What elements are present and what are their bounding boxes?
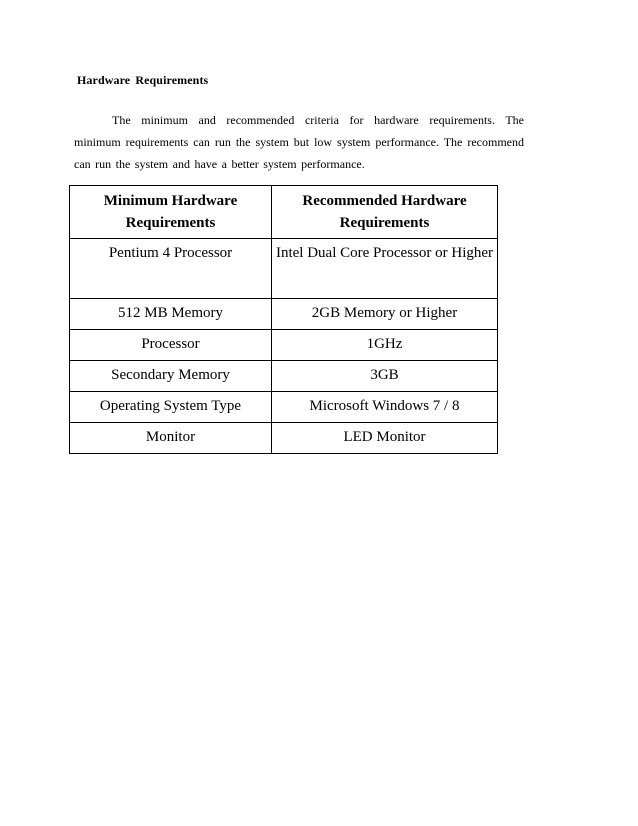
cell-recommended: Intel Dual Core Processor or Higher <box>272 239 498 299</box>
cell-minimum: Monitor <box>70 423 272 454</box>
cell-recommended: Microsoft Windows 7 / 8 <box>272 392 498 423</box>
table-row <box>70 330 498 361</box>
cell-minimum: Pentium 4 Processor <box>70 239 272 299</box>
section-paragraph: The minimum and recommended criteria for hardware requirements. The minimum requirements can run the system but low system performance. The recommend can run the system and have a better system performance. <box>74 113 524 171</box>
cell-recommended: 1GHz <box>272 330 498 361</box>
header-minimum: Minimum Hardware Requirements <box>70 186 272 239</box>
table-row <box>70 423 498 454</box>
hardware-requirements-table <box>69 185 498 454</box>
cell-minimum: Operating System Type <box>70 392 272 423</box>
table-header-row <box>70 186 498 239</box>
cell-minimum: 512 MB Memory <box>70 299 272 330</box>
cell-recommended: 2GB Memory or Higher <box>272 299 498 330</box>
cell-minimum: Secondary Memory <box>70 361 272 392</box>
table-row <box>70 361 498 392</box>
table-row <box>70 392 498 423</box>
table-row <box>70 299 498 330</box>
cell-recommended: 3GB <box>272 361 498 392</box>
table-row <box>70 239 498 299</box>
cell-minimum: Processor <box>70 330 272 361</box>
section-heading: Hardware Requirements <box>77 73 209 87</box>
header-recommended: Recommended Hardware Requirements <box>272 186 498 239</box>
cell-recommended: LED Monitor <box>272 423 498 454</box>
